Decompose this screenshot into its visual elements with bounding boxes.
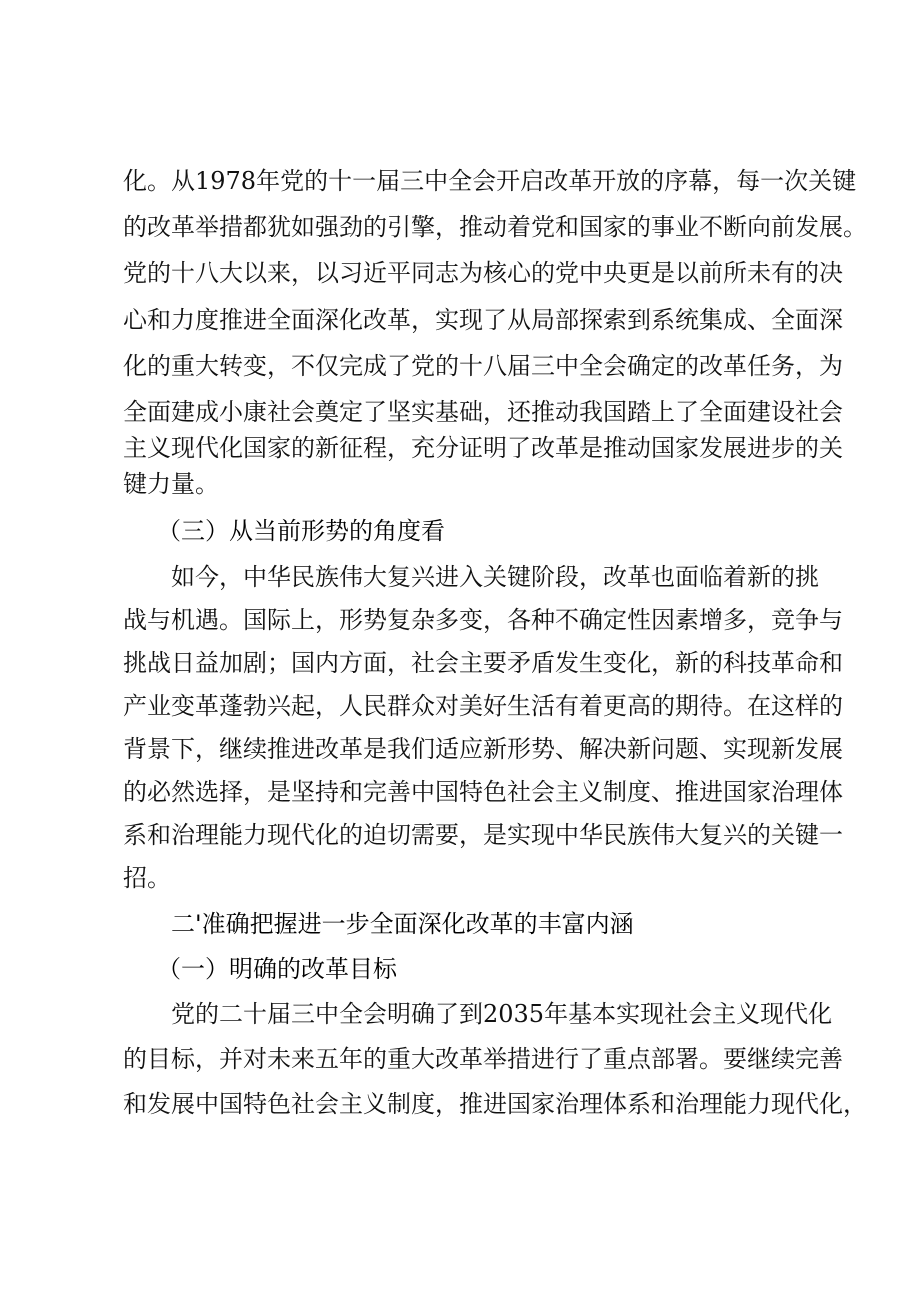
text-line: 战与机遇。国际上，形势复杂多变，各种不确定性因素增多，竞争与 [123,606,843,634]
text-line: 招。 [123,864,171,892]
text-line: 系和治理能力现代化的迫切需要，是实现中华民族伟大复兴的关键一 [123,821,843,849]
text-line: 党的二十届三中全会明确了到2035年基本实现社会主义现代化 [171,1000,833,1028]
text-line: 键力量。 [123,470,219,498]
text-line: 党的十八大以来，以习近平同志为核心的党中央更是以前所未有的决 [123,259,843,287]
text-line: 的必然选择，是坚持和完善中国特色社会主义制度、推进国家治理体 [123,778,843,806]
text-line: 的改革举措都犹如强劲的引擎，推动着党和国家的事业不断向前发展。 [123,213,867,241]
chapter-heading: 二'准确把握进一步全面深化改革的丰富内涵 [171,910,634,938]
section-heading: （三）从当前形势的角度看 [157,517,445,545]
text-line: 化。从1978年党的十一届三中全会开启改革开放的序幕，每一次关键 [123,167,857,195]
text-line: 心和力度推进全面深化改革，实现了从局部探索到系统集成、全面深 [123,306,843,334]
text-line: 主义现代化国家的新征程，充分证明了改革是推动国家发展进步的关 [123,434,843,462]
text-line: 背景下，继续推进改革是我们适应新形势、解决新问题、实现新发展 [123,735,843,763]
text-line: 和发展中国特色社会主义制度，推进国家治理体系和治理能力现代化， [123,1090,867,1118]
text-line: 全面建成小康社会奠定了坚实基础，还推动我国踏上了全面建设社会 [123,398,843,426]
text-line: 的目标，并对未来五年的重大改革举措进行了重点部署。要继续完善 [123,1045,843,1073]
text-line: 产业变革蓬勃兴起，人民群众对美好生活有着更高的期待。在这样的 [123,692,843,720]
text-line: 如今，中华民族伟大复兴进入关键阶段，改革也面临着新的挑 [171,563,819,591]
section-heading: （一）明确的改革目标 [157,955,397,983]
text-line: 化的重大转变，不仅完成了党的十八届三中全会确定的改革任务，为 [123,352,843,380]
text-line: 挑战日益加剧；国内方面，社会主要矛盾发生变化，新的科技革命和 [123,649,843,677]
